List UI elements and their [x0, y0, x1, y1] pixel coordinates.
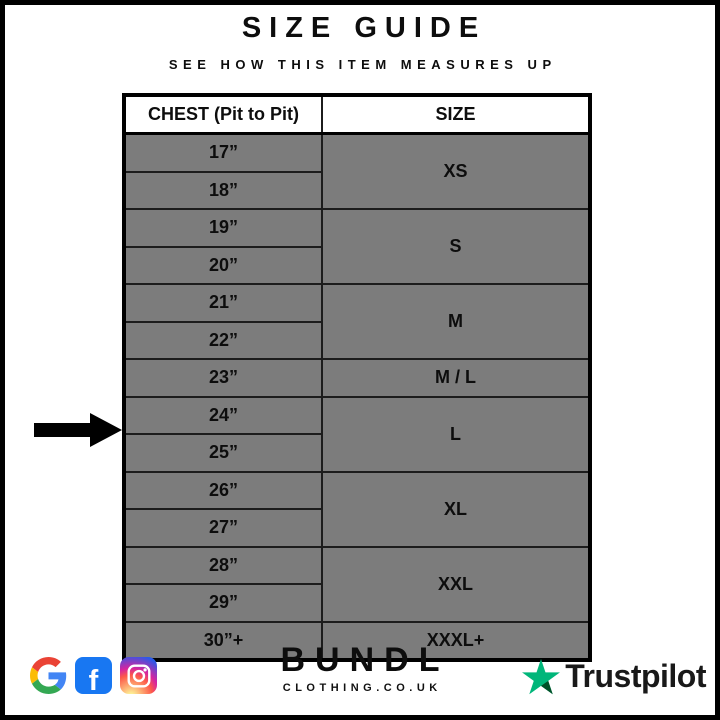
trustpilot-logo — [522, 658, 706, 695]
measurement-cell: 27” — [124, 509, 322, 547]
size-cell-highlighted: L — [322, 397, 590, 472]
table-row — [124, 284, 590, 322]
measurement-cell: 28” — [124, 547, 322, 585]
measurement-cell: 23” — [124, 359, 322, 397]
measurement-cell: 17” — [124, 134, 322, 172]
measurement-cell: 22” — [124, 322, 322, 360]
size-cell: XS — [322, 134, 590, 210]
measurement-cell: 20” — [124, 247, 322, 285]
measurement-cell: 26” — [124, 472, 322, 510]
size-cell: XXL — [322, 547, 590, 622]
size-guide-table-wrap — [122, 93, 592, 662]
brand-domain: CLOTHING.CO.UK — [282, 681, 442, 694]
table-row — [124, 134, 590, 172]
row-pointer-arrow-icon — [34, 413, 122, 447]
table-row — [124, 359, 590, 397]
measurement-cell: 21” — [124, 284, 322, 322]
measurement-cell: 19” — [124, 209, 322, 247]
size-cell: S — [322, 209, 590, 284]
measurement-cell: 18” — [124, 172, 322, 210]
table-row — [124, 209, 590, 247]
size-cell: XXXL+ — [322, 622, 590, 661]
measurement-cell: 29” — [124, 584, 322, 622]
column-header-chest: CHEST (Pit to Pit) — [124, 95, 322, 134]
column-header-size: SIZE — [322, 95, 590, 134]
size-guide-table — [122, 93, 592, 662]
size-cell: M / L — [322, 359, 590, 397]
table-row — [124, 397, 590, 435]
table-row — [124, 472, 590, 510]
measurement-cell: 24” — [124, 397, 322, 435]
page-subtitle: SEE HOW THIS ITEM MEASURES UP — [168, 57, 557, 72]
trustpilot-star-icon — [522, 659, 560, 695]
header-row — [124, 95, 590, 134]
size-cell: M — [322, 284, 590, 359]
size-cell: XL — [322, 472, 590, 547]
brand-name: BUNDL — [280, 641, 450, 679]
table-row — [124, 547, 590, 585]
measurement-cell: 30”+ — [124, 622, 322, 661]
facebook-f-glyph: f — [88, 665, 99, 694]
page-title: SIZE GUIDE — [241, 12, 487, 44]
measurement-cell-highlighted: 25” — [124, 434, 322, 472]
trustpilot-wordmark: Trustpilot — [565, 658, 706, 694]
